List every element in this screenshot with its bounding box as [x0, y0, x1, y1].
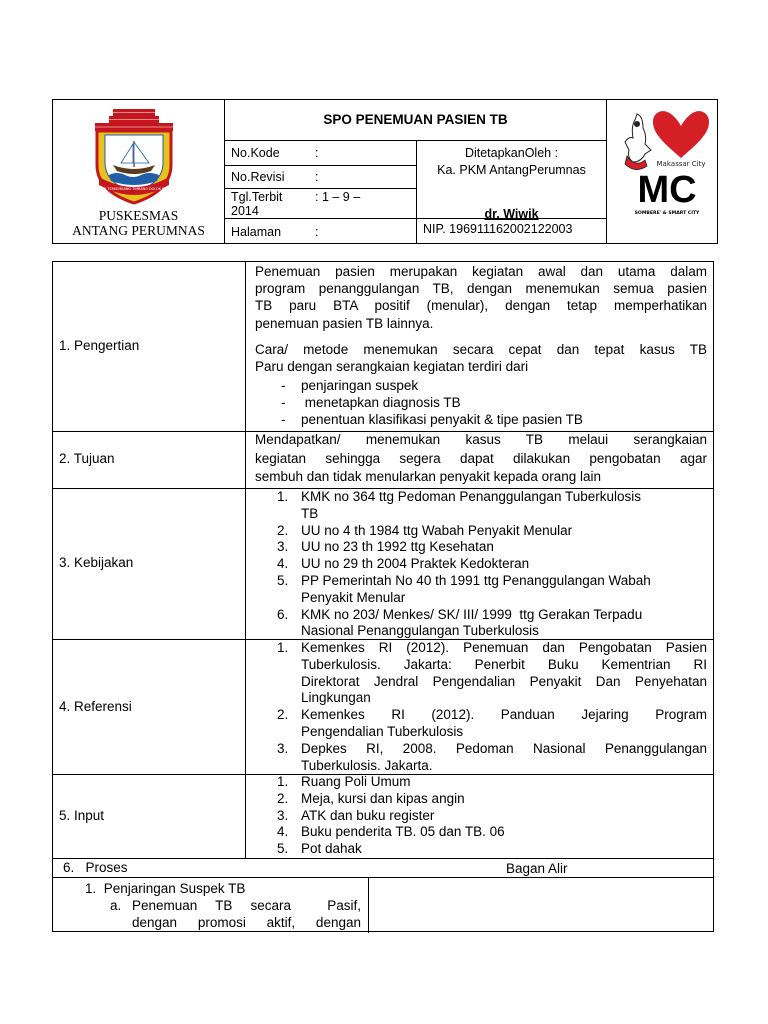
logo-city-text: Makassar City	[656, 160, 706, 168]
text-line: kegiatan sehingga segera dapat dilakukan pengobatan agar	[255, 450, 707, 466]
referensi-list	[277, 640, 707, 774]
list-item	[277, 791, 707, 808]
tujuan-text	[255, 431, 707, 487]
text-line: KMK no 203/ Menkes/ SK/ III/ 1999 ttg Gerakan Terpadu	[301, 606, 643, 622]
text-line: Pot dahak	[301, 841, 362, 857]
pengertian-paragraph-1	[255, 263, 707, 332]
header-rule	[224, 188, 416, 189]
header-divider	[606, 100, 607, 243]
kebijakan-list	[277, 489, 707, 640]
text-line: Paru dengan serangkaian kegiatan terdiri dari	[255, 359, 529, 375]
text-line: Meja, kursi dan kipas angin	[301, 790, 465, 806]
text-line: Cara/ metode menemukan secara cepat dan tepat kasus TB	[255, 342, 707, 357]
bagan-alir-heading: Bagan Alir	[506, 861, 568, 876]
text-line: program penanggulangan TB, dengan menemukan semua pasien	[255, 281, 707, 297]
proses-step-1a	[132, 897, 361, 931]
field-value-tgl-terbit-year: 2014	[231, 204, 259, 218]
table-divider	[245, 262, 246, 858]
table-rule	[53, 858, 713, 859]
list-number: 4.	[277, 824, 289, 840]
field-value-tgl-terbit: : 1 – 9 –	[315, 190, 361, 204]
section-label-input: 5. Input	[59, 808, 105, 823]
puskesmas-crest-logo	[82, 107, 186, 205]
field-value-halaman: :	[315, 225, 319, 239]
pengertian-paragraph-2	[255, 341, 707, 375]
table-divider	[368, 877, 369, 933]
list-dash: -	[281, 395, 286, 410]
text-line: Depkes RI, 2008. Pedoman Nasional Penanggulangan	[301, 740, 707, 756]
pengertian-item-2: menetapkan diagnosis TB	[301, 395, 461, 410]
text-line: PP Pemerintah No 40 th 1991 ttg Penanggulangan Wabah	[301, 572, 651, 588]
organization-name-line1: PUSKESMAS	[98, 208, 179, 223]
text-line: TB	[301, 505, 319, 521]
section-label-kebijakan: 3. Kebijakan	[59, 555, 134, 570]
list-number: 3.	[277, 807, 289, 823]
header-rule	[224, 140, 606, 141]
list-item	[277, 556, 707, 573]
list-number: 4.	[277, 556, 289, 572]
text-line: Mendapatkan/ menemukan kasus TB melaui serangkaian	[255, 432, 707, 447]
list-item	[277, 774, 707, 791]
approval-block	[417, 145, 606, 179]
pengertian-item-3: penentuan klasifikasi penyakit & tipe pasien TB	[301, 412, 583, 427]
list-item	[277, 707, 707, 741]
list-number: 2.	[277, 707, 289, 723]
list-number: 3.	[277, 740, 289, 756]
list-item	[277, 539, 707, 556]
header-rule	[224, 165, 416, 166]
text-line: Penemuan TB secara Pasif,	[132, 898, 361, 913]
proses-step-1: 1. Penjaringan Suspek TB	[85, 881, 246, 896]
list-item	[277, 573, 707, 607]
list-item	[277, 640, 707, 707]
text-line: Tuberkulosis. Jakarta: Penerbit Buku Kementrian RI	[301, 656, 707, 672]
list-number: 6.	[277, 606, 289, 622]
logo-tagline: SOMBERE' & SMART CITY	[634, 211, 700, 216]
field-value-no-revisi: :	[315, 170, 319, 184]
table-rule	[53, 877, 713, 878]
list-dash: -	[281, 412, 286, 427]
signer-name: dr. Wiwik	[484, 207, 539, 221]
list-item	[277, 824, 707, 841]
organization-name-line2: ANTANG PERUMNAS	[72, 223, 205, 238]
text-line: dengan promosi aktif, dengan	[132, 915, 361, 931]
makassar-city-logo	[621, 106, 713, 234]
text-line: TB paru BTA positif (menular), dengan tetap memperhatikan	[255, 298, 707, 314]
text-line: ATK dan buku register	[301, 807, 435, 823]
list-item	[277, 607, 707, 641]
procedure-table	[52, 261, 714, 932]
text-line: UU no 4 th 1984 ttg Wabah Penyakit Menular	[301, 522, 573, 538]
text-line: Lingkungan	[301, 690, 371, 706]
list-item	[277, 523, 707, 540]
crest-motto-text: TERJALI LAYAR TERKEMBANG TIMBANG DOLOK KUAH KEPADA	[82, 187, 186, 191]
text-line: Pengendalian Tuberkulosis	[301, 723, 464, 739]
field-label-tgl-terbit: Tgl.Terbit	[231, 190, 283, 204]
list-item	[277, 808, 707, 825]
list-number: 5.	[277, 572, 289, 588]
list-number: 1.	[277, 489, 289, 504]
list-item	[277, 489, 707, 523]
text-line: UU no 29 th 2004 Praktek Kedokteran	[301, 556, 530, 572]
list-number: 2.	[277, 790, 289, 806]
list-item	[277, 841, 707, 858]
document-title: SPO PENEMUAN PASIEN TB	[323, 112, 508, 127]
logo-mc-letters: MC	[637, 169, 697, 211]
list-dash: -	[281, 378, 286, 393]
text-line: Penyakit Menular	[301, 589, 406, 605]
list-number: 1.	[277, 774, 289, 789]
field-label-halaman: Halaman	[231, 225, 282, 239]
list-number: 3.	[277, 539, 289, 555]
field-label-no-revisi: No.Revisi	[231, 170, 285, 184]
list-letter: a.	[110, 898, 122, 913]
document-header	[52, 99, 718, 244]
text-line: Buku penderita TB. 05 dan TB. 06	[301, 824, 505, 840]
field-value-no-kode: :	[315, 146, 319, 160]
text-line: Kemenkes RI (2012). Penemuan dan Pengobatan Pasien	[301, 640, 707, 655]
text-line: Direktorat Jendral Pengendalian Penyakit Dan Penyehatan	[301, 673, 707, 689]
text-line: penemuan pasien TB lainnya.	[255, 315, 434, 331]
list-number: 1.	[277, 640, 289, 655]
approval-line1: DitetapkanOleh :	[464, 146, 559, 160]
approval-line2: Ka. PKM AntangPerumnas	[437, 163, 586, 177]
text-line: Ruang Poli Umum	[301, 774, 411, 789]
section-label-referensi: 4. Referensi	[59, 699, 132, 714]
input-list	[277, 774, 707, 858]
list-item	[277, 741, 707, 775]
section-label-tujuan: 2. Tujuan	[59, 451, 115, 466]
list-number: 5.	[277, 841, 289, 857]
list-number: 2.	[277, 522, 289, 538]
text-line: sembuh dan tidak menularkan penyakit kepada orang lain	[255, 469, 601, 484]
text-line: Kemenkes RI (2012). Panduan Jejaring Program	[301, 707, 707, 723]
text-line: Tuberkulosis. Jakarta.	[301, 757, 433, 773]
text-line: UU no 23 th 1992 ttg Kesehatan	[301, 539, 494, 555]
section-label-proses: 6. Proses	[63, 860, 128, 875]
section-label-pengertian: 1. Pengertian	[59, 338, 140, 353]
pengertian-item-1: penjaringan suspek	[301, 378, 419, 393]
signer-nip: NIP. 196911162002122003	[423, 222, 573, 236]
organization-name	[53, 208, 224, 238]
text-line: Nasional Penanggulangan Tuberkulosis	[301, 623, 539, 639]
text-line: KMK no 364 ttg Pedoman Penanggulangan Tuberkulosis	[301, 489, 641, 504]
text-line: Penemuan pasien merupakan kegiatan awal dan utama dalam	[255, 264, 707, 279]
field-label-no-kode: No.Kode	[231, 146, 280, 160]
